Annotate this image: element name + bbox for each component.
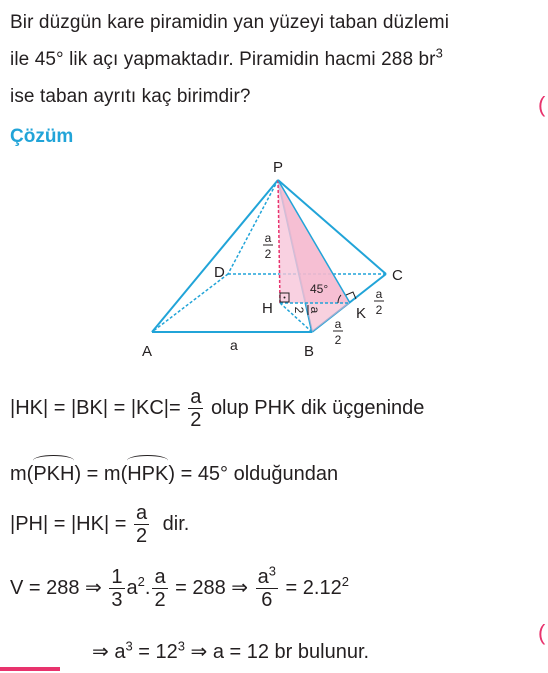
solution-title: Çözüm <box>10 126 74 147</box>
svg-text:2: 2 <box>334 333 342 347</box>
svg-text:2: 2 <box>292 306 306 314</box>
svg-text:a: a <box>308 306 322 314</box>
pyramid-diagram <box>120 150 420 365</box>
label-base-a: a <box>230 337 238 353</box>
fraction-a-over-2-c: $\frac{a}{2}$ <box>154 566 166 611</box>
label-P: P <box>273 159 284 176</box>
svg-text:2: 2 <box>264 247 272 261</box>
svg-text:a: a <box>264 231 272 245</box>
bottom-accent-bar <box>0 667 60 671</box>
label-K: K <box>356 305 367 322</box>
label-B: B <box>304 343 315 360</box>
equation-1: |HK| = |BK| = |KC|= $\frac{a}{2}$ olup PHK dik üçgeninde <box>10 386 425 431</box>
question-line-3: ise taban ayrıtı kaç birimdir? <box>10 86 251 107</box>
label-D: D <box>214 264 225 281</box>
fraction-1-over-3: $\frac{1}{3}$ <box>111 566 123 611</box>
label-PH-half <box>263 231 273 261</box>
question-text <box>10 4 540 115</box>
equation-3: |PH| = |HK| = $\frac{a}{2}$ dir. <box>10 502 190 547</box>
fraction-a3-over-6: $\frac{a^3}{6}$ <box>257 563 276 611</box>
svg-text:a: a <box>375 287 383 301</box>
equation-4: V = 288 ⇒ $\frac{1}{3}$ $a^2$. $\frac{a}{2}$ = 288 ⇒ $\frac{a^3}{6}$ = $2.12^2$ <box>10 563 349 611</box>
label-angle-45: 45° <box>310 282 329 296</box>
label-H: H <box>262 300 273 317</box>
equation-2: m(PKH) = m(HPK) = 45° olduğundan <box>10 463 339 485</box>
svg-text:a: a <box>334 317 342 331</box>
fraction-a-over-2: $\frac{a}{2}$ <box>190 386 202 431</box>
equation-5: ⇒ $a^3 = 12^3$ ⇒ a = 12 br bulunur. <box>92 638 370 663</box>
margin-mark-bottom: ( <box>538 620 546 645</box>
label-KC-half <box>374 287 384 317</box>
label-C: C <box>392 267 403 284</box>
edge-PA <box>152 180 278 332</box>
edge-DA <box>152 274 228 332</box>
label-A: A <box>142 343 153 360</box>
label-BK-half <box>333 317 343 347</box>
margin-mark-top: ( <box>538 92 546 117</box>
svg-text:2: 2 <box>375 303 383 317</box>
question-line-2: ile 45° lik açı yapmaktadır. Piramidin hacmi 288 $br^3$ <box>10 45 443 70</box>
fraction-a-over-2-b: $\frac{a}{2}$ <box>135 502 148 547</box>
question-line-1: Bir düzgün kare piramidin yan yüzeyi taban düzlemi <box>10 12 450 33</box>
